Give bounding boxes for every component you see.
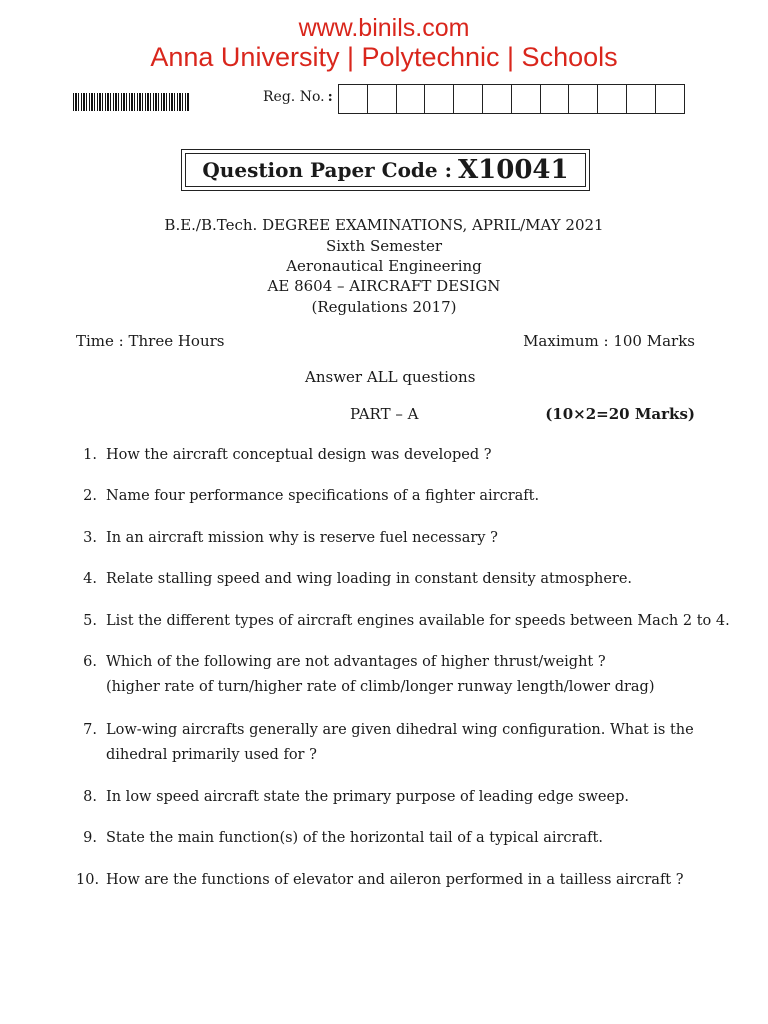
watermark-url: www.binils.com xyxy=(298,14,470,42)
reg-no-box[interactable] xyxy=(454,85,483,113)
question-number: 8. xyxy=(83,789,97,805)
reg-no-boxes xyxy=(338,84,685,114)
question-paper-code: X10041 xyxy=(457,155,569,185)
question-number: 4. xyxy=(83,571,97,587)
question-paper-code-label: Question Paper Code : xyxy=(202,158,452,182)
reg-no-box[interactable] xyxy=(569,85,598,113)
department: Aeronautical Engineering xyxy=(286,257,482,275)
reg-no-box[interactable] xyxy=(339,85,368,113)
reg-no-box[interactable] xyxy=(656,85,685,113)
question-paper-code-box xyxy=(181,149,590,191)
reg-no-box[interactable] xyxy=(512,85,541,113)
barcode xyxy=(73,93,190,111)
reg-no-label xyxy=(263,89,333,105)
question-text: How are the functions of elevator and aileron performed in a tailless aircraft ? xyxy=(106,872,684,888)
question-number: 9. xyxy=(83,830,97,846)
maximum-marks: Maximum : 100 Marks xyxy=(523,332,695,350)
question-number: 7. xyxy=(83,722,97,738)
reg-no-box[interactable] xyxy=(541,85,570,113)
reg-no-box[interactable] xyxy=(368,85,397,113)
question-text: In low speed aircraft state the primary purpose of leading edge sweep. xyxy=(106,789,629,805)
exam-title: B.E./B.Tech. DEGREE EXAMINATIONS, APRIL/MAY 2021 xyxy=(164,216,604,234)
instructions: Answer ALL questions xyxy=(305,368,476,386)
watermark-tagline: Anna University | Polytechnic | Schools xyxy=(150,42,618,72)
question-number: 2. xyxy=(83,488,97,504)
question-text: State the main function(s) of the horizontal tail of a typical aircraft. xyxy=(106,830,603,846)
question-text: List the different types of aircraft engines available for speeds between Mach 2 to 4. xyxy=(106,613,730,629)
subject: AE 8604 – AIRCRAFT DESIGN xyxy=(267,277,501,295)
question-paper-code-inner xyxy=(185,153,586,187)
reg-no-box[interactable] xyxy=(425,85,454,113)
question-text: Which of the following are not advantages of higher thrust/weight ? xyxy=(106,654,606,670)
question-number: 10. xyxy=(76,872,100,888)
question-text: Name four performance specifications of a fighter aircraft. xyxy=(106,488,540,504)
question-text: Low-wing aircrafts generally are given dihedral wing configuration. What is the xyxy=(106,722,694,738)
reg-no-box[interactable] xyxy=(397,85,426,113)
question-text: In an aircraft mission why is reserve fuel necessary ? xyxy=(106,530,498,546)
reg-no-colon: : xyxy=(327,89,333,105)
question-number: 3. xyxy=(83,530,97,546)
question-number: 1. xyxy=(83,447,97,463)
question-number: 5. xyxy=(83,613,97,629)
question-text: Relate stalling speed and wing loading in constant density atmosphere. xyxy=(106,571,633,587)
reg-no-box[interactable] xyxy=(627,85,656,113)
semester: Sixth Semester xyxy=(325,237,442,255)
question-text-continued: dihedral primarily used for ? xyxy=(106,747,317,763)
reg-no-box[interactable] xyxy=(483,85,512,113)
part-a-marks: (10×2=20 Marks) xyxy=(545,405,695,423)
regulations: (Regulations 2017) xyxy=(311,298,457,316)
question-text: How the aircraft conceptual design was developed ? xyxy=(106,447,492,463)
reg-no-label-text: Reg. No. xyxy=(263,89,325,105)
part-a-title: PART – A xyxy=(350,405,419,423)
reg-no-box[interactable] xyxy=(598,85,627,113)
exam-duration: Time : Three Hours xyxy=(76,332,225,350)
question-number: 6. xyxy=(83,654,97,670)
question-text-continued: (higher rate of turn/higher rate of climb/longer runway length/lower drag) xyxy=(106,679,655,695)
